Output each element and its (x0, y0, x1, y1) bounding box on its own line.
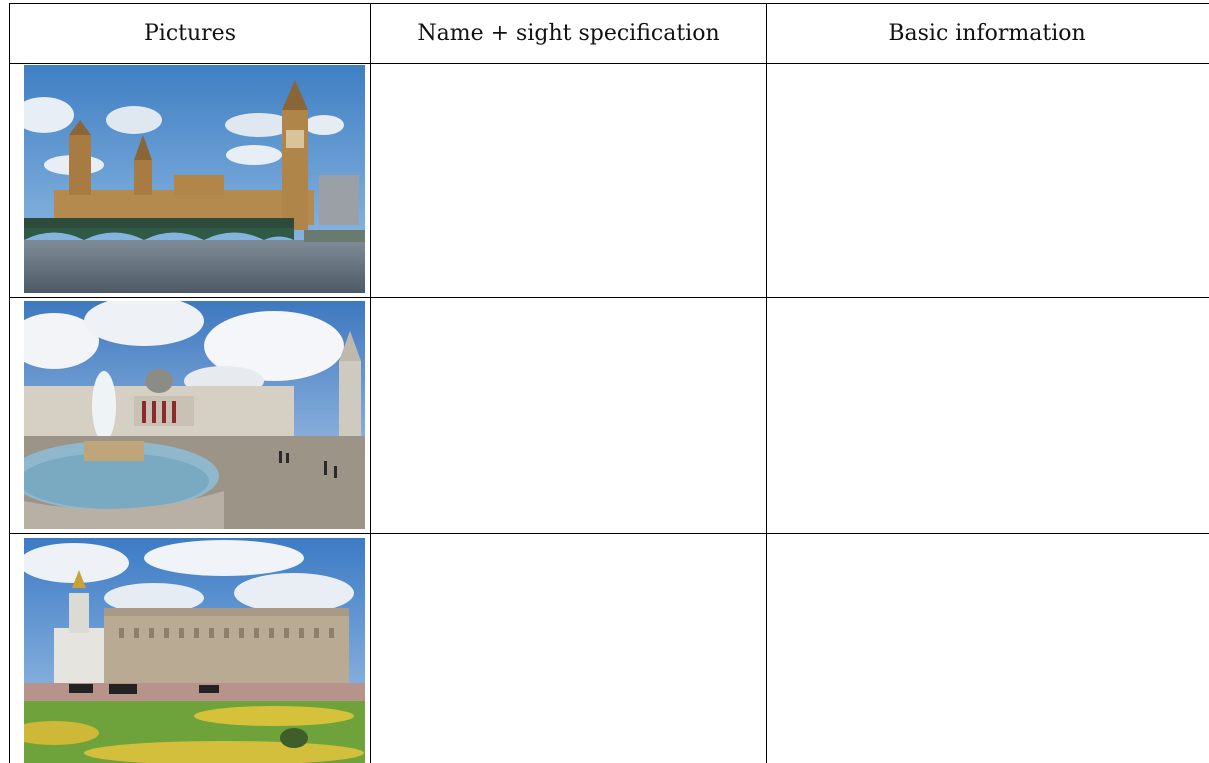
row-3-name-cell (371, 534, 766, 763)
row-3-info-cell (767, 534, 1207, 763)
buckingham-palace-photo (24, 538, 365, 763)
table-border-left (9, 3, 10, 763)
row-1-info-cell (767, 64, 1207, 297)
parliament-photo (24, 65, 365, 293)
trafalgar-square-photo (24, 301, 365, 529)
row-2-info-cell (767, 298, 1207, 533)
header-name-specification: Name + sight specification (417, 21, 720, 46)
sights-table (9, 3, 1209, 763)
header-basic-information: Basic information (888, 21, 1086, 46)
header-pictures: Pictures (144, 21, 236, 46)
row-1-name-cell (371, 64, 766, 297)
row-2-name-cell (371, 298, 766, 533)
